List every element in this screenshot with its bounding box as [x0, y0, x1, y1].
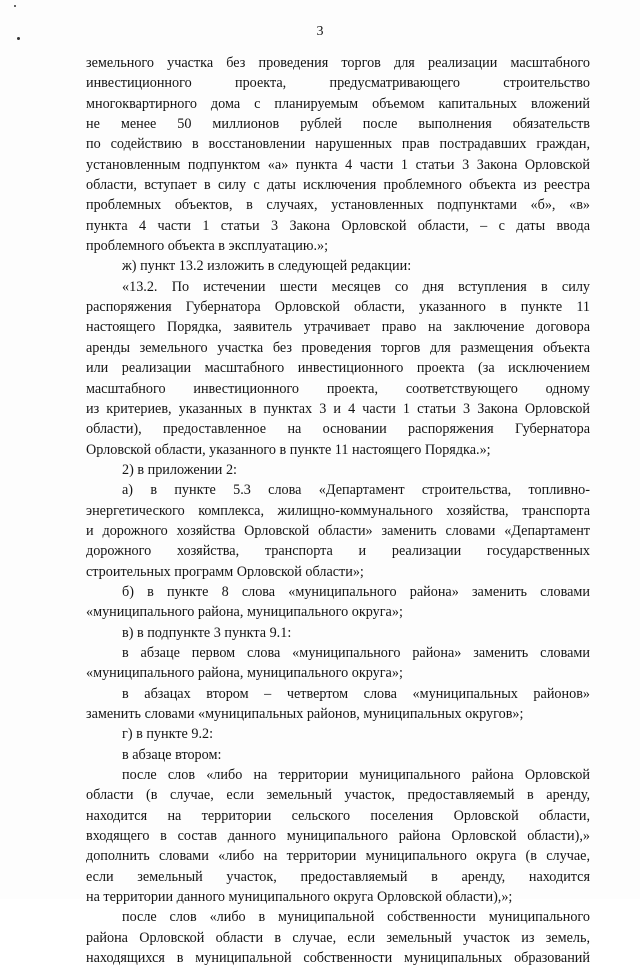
text-line: инвестиционного проекта, предусматривающего строительство: [86, 75, 590, 92]
text-line: по содействию в восстановлении нарушенных прав пострадавших граждан,: [86, 136, 590, 153]
text-line: на территории данного муниципального округа Орловской области),»;: [86, 889, 513, 906]
text-line: проблемных объектов, в случаях, установленных подпунктами «б», «в»: [86, 197, 590, 214]
text-line: строительных программ Орловской области»;: [86, 563, 364, 580]
text-line: установленным подпунктом «а» пункта 4 части 1 статьи 3 Закона Орловской: [86, 156, 590, 173]
text-line: в абзаце первом слова «муниципального района» заменить словами: [122, 644, 590, 661]
text-line: и дорожного хозяйства Орловской области» заменить словами «Департамент: [86, 522, 590, 539]
text-line: 2) в приложении 2:: [122, 461, 237, 478]
text-line: многоквартирного дома с планируемым объемом капитальных вложений: [86, 95, 590, 112]
page-number: 3: [316, 24, 324, 39]
text-line: из критериев, указанных в пунктах 3 и 4 части 1 статьи 3 Закона Орловской: [86, 400, 590, 417]
scan-speck: [14, 5, 16, 7]
text-line: в абзацах втором – четвертом слова «муниципальных районов»: [122, 685, 590, 702]
text-line: области), предоставленное на основании распоряжения Губернатора: [86, 421, 590, 438]
text-line: «13.2. По истечении шести месяцев со дня вступления в силу: [122, 278, 590, 295]
text-line: после слов «либо в муниципальной собственности муниципального: [122, 909, 590, 926]
text-line: в) в подпункте 3 пункта 9.1:: [122, 624, 292, 641]
text-line: г) в пункте 9.2:: [122, 726, 214, 743]
text-line: энергетического комплекса, жилищно-коммунального хозяйства, транспорта: [86, 502, 590, 519]
text-line: или реализации масштабного инвестиционного проекта (за исключением: [86, 360, 590, 377]
text-line: Орловской области, указанного в пункте 11 настоящего Порядка.»;: [86, 441, 491, 458]
text-line: района Орловской области в случае, если земельный участок из земель,: [86, 929, 590, 946]
text-line: распоряжения Губернатора Орловской области, указанного в пункте 11: [86, 299, 590, 316]
text-line: заменить словами «муниципальных районов, муниципальных округов»;: [86, 706, 524, 722]
text-line: области (в случае, если земельный участок, предоставляемый в аренду,: [86, 787, 590, 804]
text-line: дорожного хозяйства, транспорта и реализации государственных: [86, 543, 590, 560]
text-line: ж) пункт 13.2 изложить в следующей редакции:: [122, 258, 412, 275]
text-line: проблемного объекта в эксплуатацию.»;: [86, 238, 329, 255]
text-line: пункта 4 части 1 статьи 3 Закона Орловской области, – с даты ввода: [86, 217, 590, 234]
text-line: «муниципального района, муниципального округа»;: [86, 665, 403, 682]
text-line: масштабного инвестиционного проекта, соответствующего одному: [86, 380, 590, 397]
text-line: в абзаце втором:: [122, 746, 222, 763]
text-line: после слов «либо на территории муниципального района Орловской: [122, 767, 590, 784]
text-line: а) в пункте 5.3 слова «Департамент строительства, топливно-: [122, 482, 590, 499]
text-line: не менее 50 миллионов рублей после выполнения обязательств: [86, 116, 590, 133]
text-line: области, вступает в силу с даты исключения проблемного объекта из реестра: [86, 177, 590, 194]
text-line: земельного участка без проведения торгов для реализации масштабного: [86, 55, 590, 71]
text-line: б) в пункте 8 слова «муниципального района» заменить словами: [122, 583, 590, 600]
text-line: дополнить словами «либо на территории муниципального округа (в случае,: [86, 848, 590, 865]
text-line: «муниципального района, муниципального округа»;: [86, 604, 403, 621]
document-body: [86, 53, 590, 968]
text-line: находится на территории сельского поселения Орловской области,: [86, 807, 590, 824]
text-line: находящихся в муниципальной собственности муниципальных образований: [86, 950, 590, 967]
text-line: если земельный участок, предоставляемый в аренду, находится: [86, 868, 590, 885]
text-line: настоящего Порядка, заявитель утрачивает право на заключение договора: [86, 319, 590, 336]
text-line: входящего в состав данного муниципального района Орловской области),»: [86, 828, 590, 845]
text-line: аренды земельного участка без проведения торгов для размещения объекта: [86, 339, 590, 356]
